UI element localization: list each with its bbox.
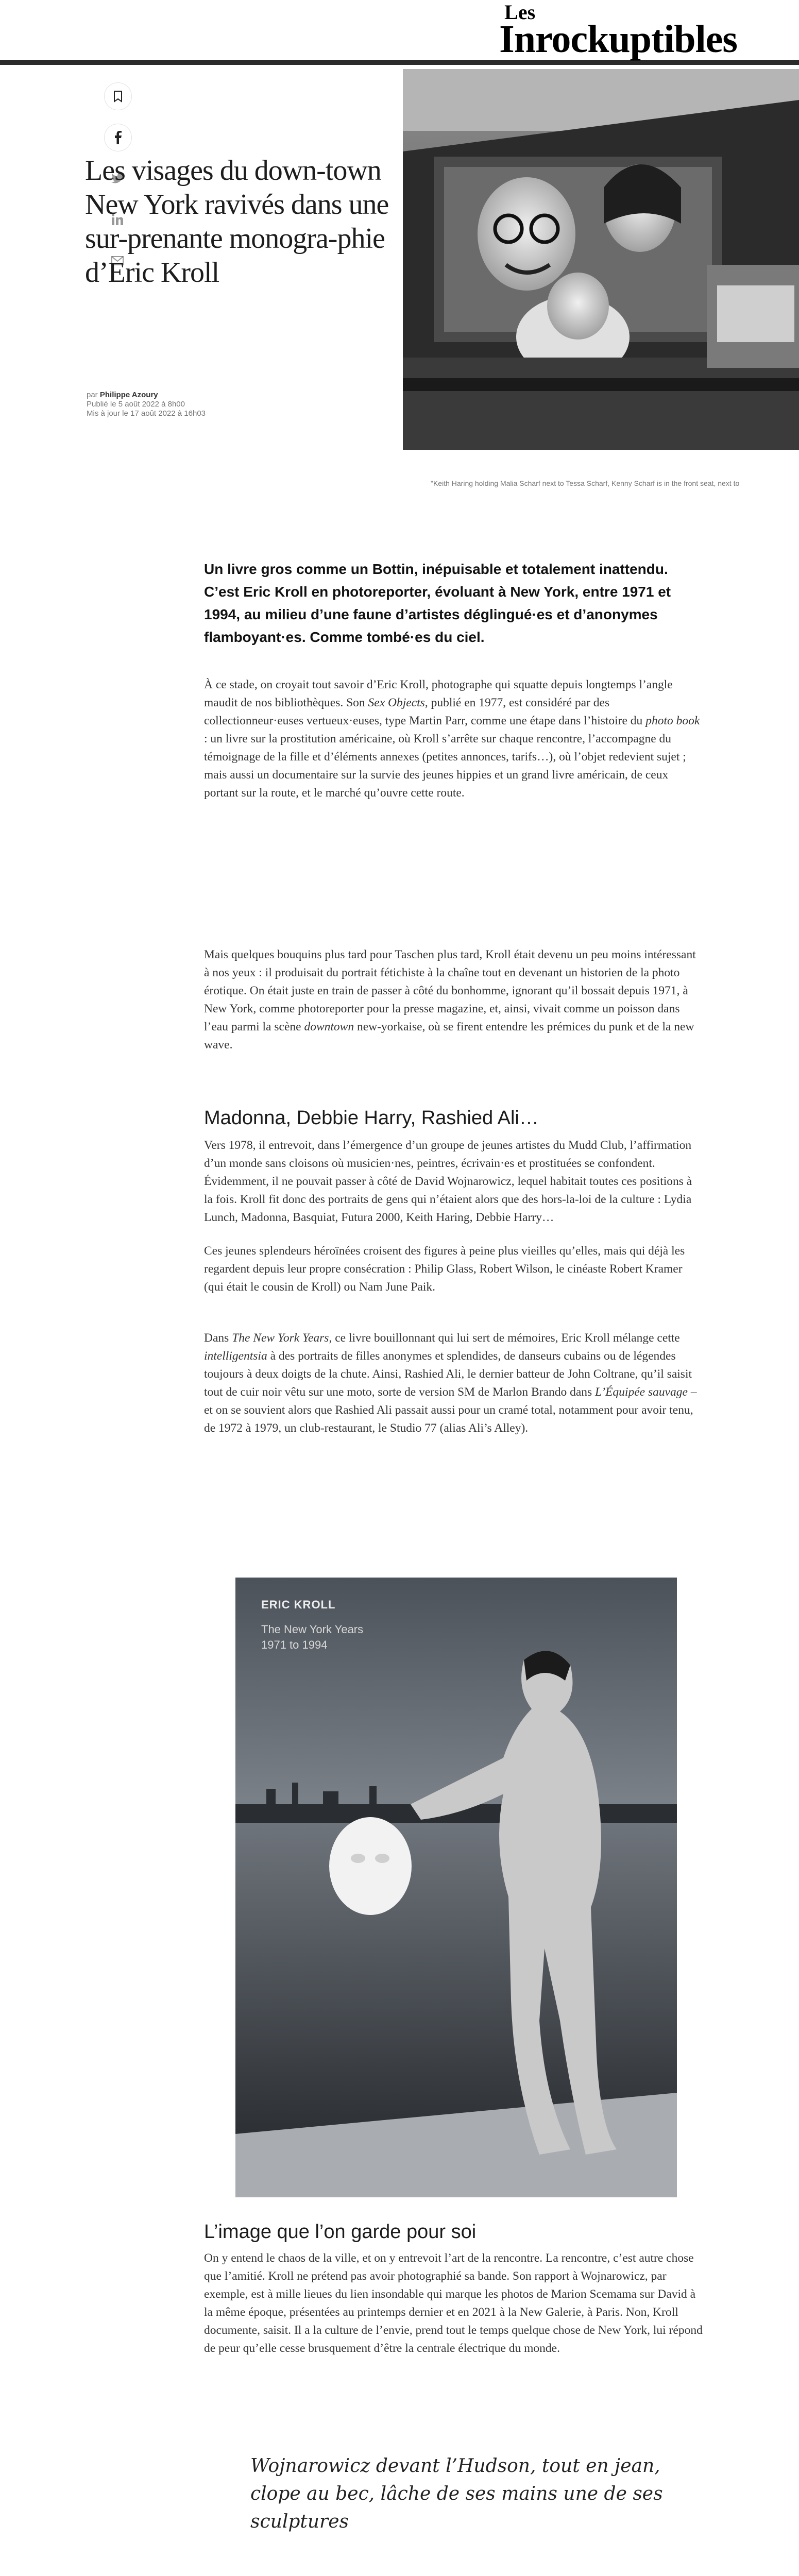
cover-years: 1971 to 1994 [261,1638,328,1651]
site-logo[interactable] [499,1,737,61]
emphasis-downtown: downtown [304,1020,354,1033]
emphasis-film-title: L’Équipée sauvage [595,1385,688,1399]
paragraph-6: On y entend le chaos de la ville, et on y entrevoit l’art de la rencontre. La rencontre, c’est autre chose que l’amitié. Kroll ne prétend pas avoir photographié sa bande. Son rapport à Wojnarowicz, par exemple, est à mille lieues du lien insondable qui marque les photos de Marion Scemama sur David à la même époque, présentées au printemps dernier et en 2021 à la New Galerie, à Paris. Non, Kroll documente, saisit. Il a la culture de l’envie, prend tout le temps quelque chose de New York, lui répond de peur qu’elle cesse brusquement d’être la centrale électrique du monde. [204,2251,703,2355]
emphasis-photo-book: photo book [645,714,700,727]
emphasis-sex-objects: Sex Objects [368,696,425,709]
facebook-icon [114,131,122,144]
article-byline [87,391,344,418]
hero-photo [403,69,799,450]
logo-top-text: Les [504,1,536,24]
emphasis-intelligentsia: intelligentsia [204,1349,267,1363]
bookmark-icon [113,90,123,103]
cover-author: ERIC KROLL [261,1598,336,1611]
logo-main-text: Inrockuptibles [499,18,737,61]
subheading-2: L’image que l’on garde pour soi [204,2221,477,2243]
cover-subtitle: The New York Years [261,1623,364,1636]
paragraph-5: Dans The New York Years, ce livre bouillonnant qui lui sert de mémoires, Eric Kroll mélange cette intelligentsia à des portraits de filles anonymes et splendides, de danseurs cubains ou de légendes toujours à deux doigts de la chute. Ainsi, Rashied Ali, le dernier batteur de John Coltrane, qu’il saisit tout de cuir noir vêtu sur une moto, sorte de version SM de Marlon Brando dans L’Équipée sauvage – et on se souvient alors que Rashied Ali passait aussi pour un cramé total, notamment pour avoir tenu, de 1972 à 1979, un club-restaurant, le Studio 77 (alias Ali’s Alley). [204,1331,697,1435]
book-cover-image [235,1578,677,2197]
article-lead: Un livre gros comme un Bottin, inépuisable et totalement inattendu. C’est Eric Kroll en photoreporter, évoluant à New York, entre 1971 et 1994, au milieu d’une faune d’artistes déglingué·es et d’anonymes flamboyant·es. Comme tombé·es du ciel. [204,561,671,645]
pull-quote: Wojnarowicz devant l’Hudson, tout en jean, clope au bec, lâche de ses mains une de ses sculptures [250,2455,663,2532]
emphasis-book-title: The New York Years [232,1331,329,1345]
paragraph-2: Mais quelques bouquins plus tard pour Taschen plus tard, Kroll était devenu un peu moins intéressant à nos yeux : il produisait du portrait fétichiste à la chaîne tout en devenant un historien de la photo érotique. On était juste en train de passer à côté du bonhomme, ignorant qu’il bossait depuis 1971, à New York, comme photoreporter pour la presse magazine, et, ainsi, vivait comme un poisson dans l’eau parmi la scène downtown new-yorkaise, où se firent entendre les prémices du punk et de la new wave. [204,948,696,1052]
byline-prefix: par [87,391,98,399]
paragraph-4: Ces jeunes splendeurs héroïnées croisent des figures à peine plus vieilles qu’elles, mais qui déjà les regardent depuis leur propre consécration : Philip Glass, Robert Wilson, le cinéaste Robert Kramer (qui était le cousin de Kroll) ou Nam June Paik. [204,1244,685,1294]
subheading-1: Madonna, Debbie Harry, Rashied Ali… [204,1107,539,1129]
updated-date: Mis à jour le 17 août 2022 à 16h03 [87,409,206,418]
paragraph-1: À ce stade, on croyait tout savoir d’Eric Kroll, photographe qui squatte depuis longtemps l’angle maudit de nos bibliothèques. Son Sex Objects, publié en 1977, est considéré par des collectionneur·euses vertueux·euses, type Martin Parr, comme une étape dans l’histoire du photo book : un livre sur la prostitution américaine, où Kroll s’arrête sur chaque rencontre, l’accompagne du témoignage de la fille et d’éléments annexes (petites annonces, tarifs…), où l’objet redevient sujet ; mais aussi un documentaire sur la survie des jeunes hippies et un grand livre américain, de ceux portant sur la route, et le marché qu’ouvre cette route. [204,678,700,800]
cover-title [261,1598,363,1653]
paragraph-3: Vers 1978, il entrevoit, dans l’émergence d’un groupe de jeunes artistes du Mudd Club, l’affirmation d’un monde sans cloisons où musicien·nes, peintres, écrivain·es et prostituées se confondent. Évidemment, il ne pouvait passer à côté de David Wojnarowicz, lequel habitait toutes ces positions à la fois. Kroll fit donc des portraits de gens qui n’étaient alors que des hors-la-loi de la culture : Lydia Lunch, Madonna, Basquiat, Futura 2000, Keith Haring, Debbie Harry… [204,1139,692,1224]
author-link[interactable]: Philippe Azoury [99,391,158,399]
published-date: Publié le 5 août 2022 à 8h00 [87,400,185,409]
article-headline: Les visages du down-town New York ravivés dans une sur-prenante monogra-phie d’Eric Kroll [85,155,389,289]
facebook-share-button[interactable] [104,124,132,151]
hero-caption: "Keith Haring holding Malia Scharf next to Tessa Scharf, Kenny Scharf is in the front seat, next to [431,479,740,487]
bookmark-button[interactable] [104,82,132,110]
